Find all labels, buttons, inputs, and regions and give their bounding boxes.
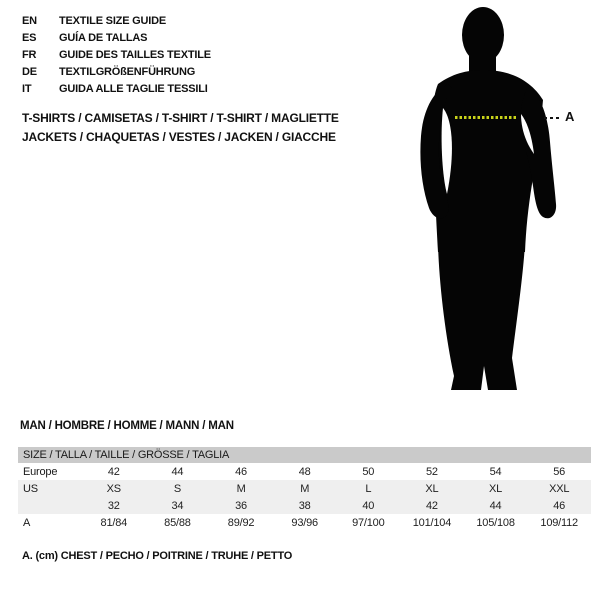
table-cell: L (337, 480, 401, 497)
table-cell: 42 (107, 465, 120, 478)
table-cell: 56 (553, 465, 566, 478)
table-cell: 36 (209, 497, 273, 514)
garment-categories (22, 109, 339, 147)
size-table-header: SIZE / TALLA / TAILLE / GRÖSSE / TAGLIA (18, 447, 591, 463)
table-cell: XL (400, 480, 464, 497)
table-cell: 54 (489, 465, 502, 478)
language-guide-list (22, 13, 211, 98)
table-row-us-numeric (18, 497, 591, 514)
measure-label-a: A (565, 109, 575, 124)
row-label: Europe (23, 465, 58, 478)
table-row-europe (18, 463, 591, 480)
size-table (18, 447, 591, 531)
section-title-man: MAN / HOMBRE / HOMME / MANN / MAN (20, 420, 234, 432)
row-label: US (18, 480, 82, 497)
language-label: GUIDE DES TAILLES TEXTILE (59, 49, 211, 61)
table-cell: XXL (527, 480, 591, 497)
table-cell: XS (82, 480, 146, 497)
category-jackets: JACKETS / CHAQUETAS / VESTES / JACKEN / GIACCHE (22, 130, 336, 144)
table-cell: 85/88 (164, 516, 191, 529)
table-cell: 89/92 (227, 516, 255, 529)
table-row-us (18, 480, 591, 497)
language-row-es (22, 30, 211, 47)
table-cell: 44 (171, 465, 184, 478)
table-cell: 109/112 (540, 516, 578, 529)
category-tshirts: T-SHIRTS / CAMISETAS / T-SHIRT / T-SHIRT / MAGLIETTE (22, 111, 339, 125)
table-row-chest-a (18, 514, 591, 531)
table-cell: 32 (82, 497, 146, 514)
language-code: ES (22, 32, 37, 44)
language-row-it (22, 81, 211, 98)
language-row-en (22, 13, 211, 30)
language-label: GUÍA DE TALLAS (59, 32, 148, 44)
table-cell: 46 (527, 497, 591, 514)
table-cell: M (209, 480, 273, 497)
table-cell: 42 (400, 497, 464, 514)
table-cell: 34 (146, 497, 210, 514)
man-silhouette-image (418, 4, 568, 396)
table-cell: 97/100 (352, 516, 385, 529)
table-cell: S (146, 480, 210, 497)
size-table-header-row (18, 447, 591, 463)
table-cell: 46 (235, 465, 247, 478)
table-cell: XL (464, 480, 528, 497)
table-cell: 44 (464, 497, 528, 514)
table-cell: 38 (273, 497, 337, 514)
table-cell: 101/104 (412, 516, 452, 529)
chest-measure-dashed-line (455, 116, 518, 119)
measure-callout-dashed-line (544, 117, 561, 119)
table-cell: 50 (362, 465, 375, 478)
language-code: DE (22, 66, 37, 78)
language-label: TEXTILGRÖßENFÜHRUNG (59, 66, 196, 78)
language-label: TEXTILE SIZE GUIDE (59, 15, 167, 27)
language-code: IT (22, 83, 32, 95)
language-label: GUIDA ALLE TAGLIE TESSILI (59, 83, 208, 95)
table-cell: 40 (337, 497, 401, 514)
row-label (18, 497, 82, 514)
language-row-fr (22, 47, 211, 64)
table-cell: 81/84 (100, 516, 128, 529)
table-cell: 52 (426, 465, 438, 478)
man-silhouette-figure (418, 4, 598, 399)
table-cell: 48 (298, 465, 311, 478)
language-code: FR (22, 49, 37, 61)
table-cell: 93/96 (291, 516, 318, 529)
table-cell: M (273, 480, 337, 497)
row-label: A (23, 516, 31, 529)
language-row-de (22, 64, 211, 81)
table-cell: 105/108 (476, 516, 515, 529)
language-code: EN (22, 15, 37, 27)
measurement-footnote: A. (cm) CHEST / PECHO / POITRINE / TRUHE / PETTO (22, 550, 293, 562)
